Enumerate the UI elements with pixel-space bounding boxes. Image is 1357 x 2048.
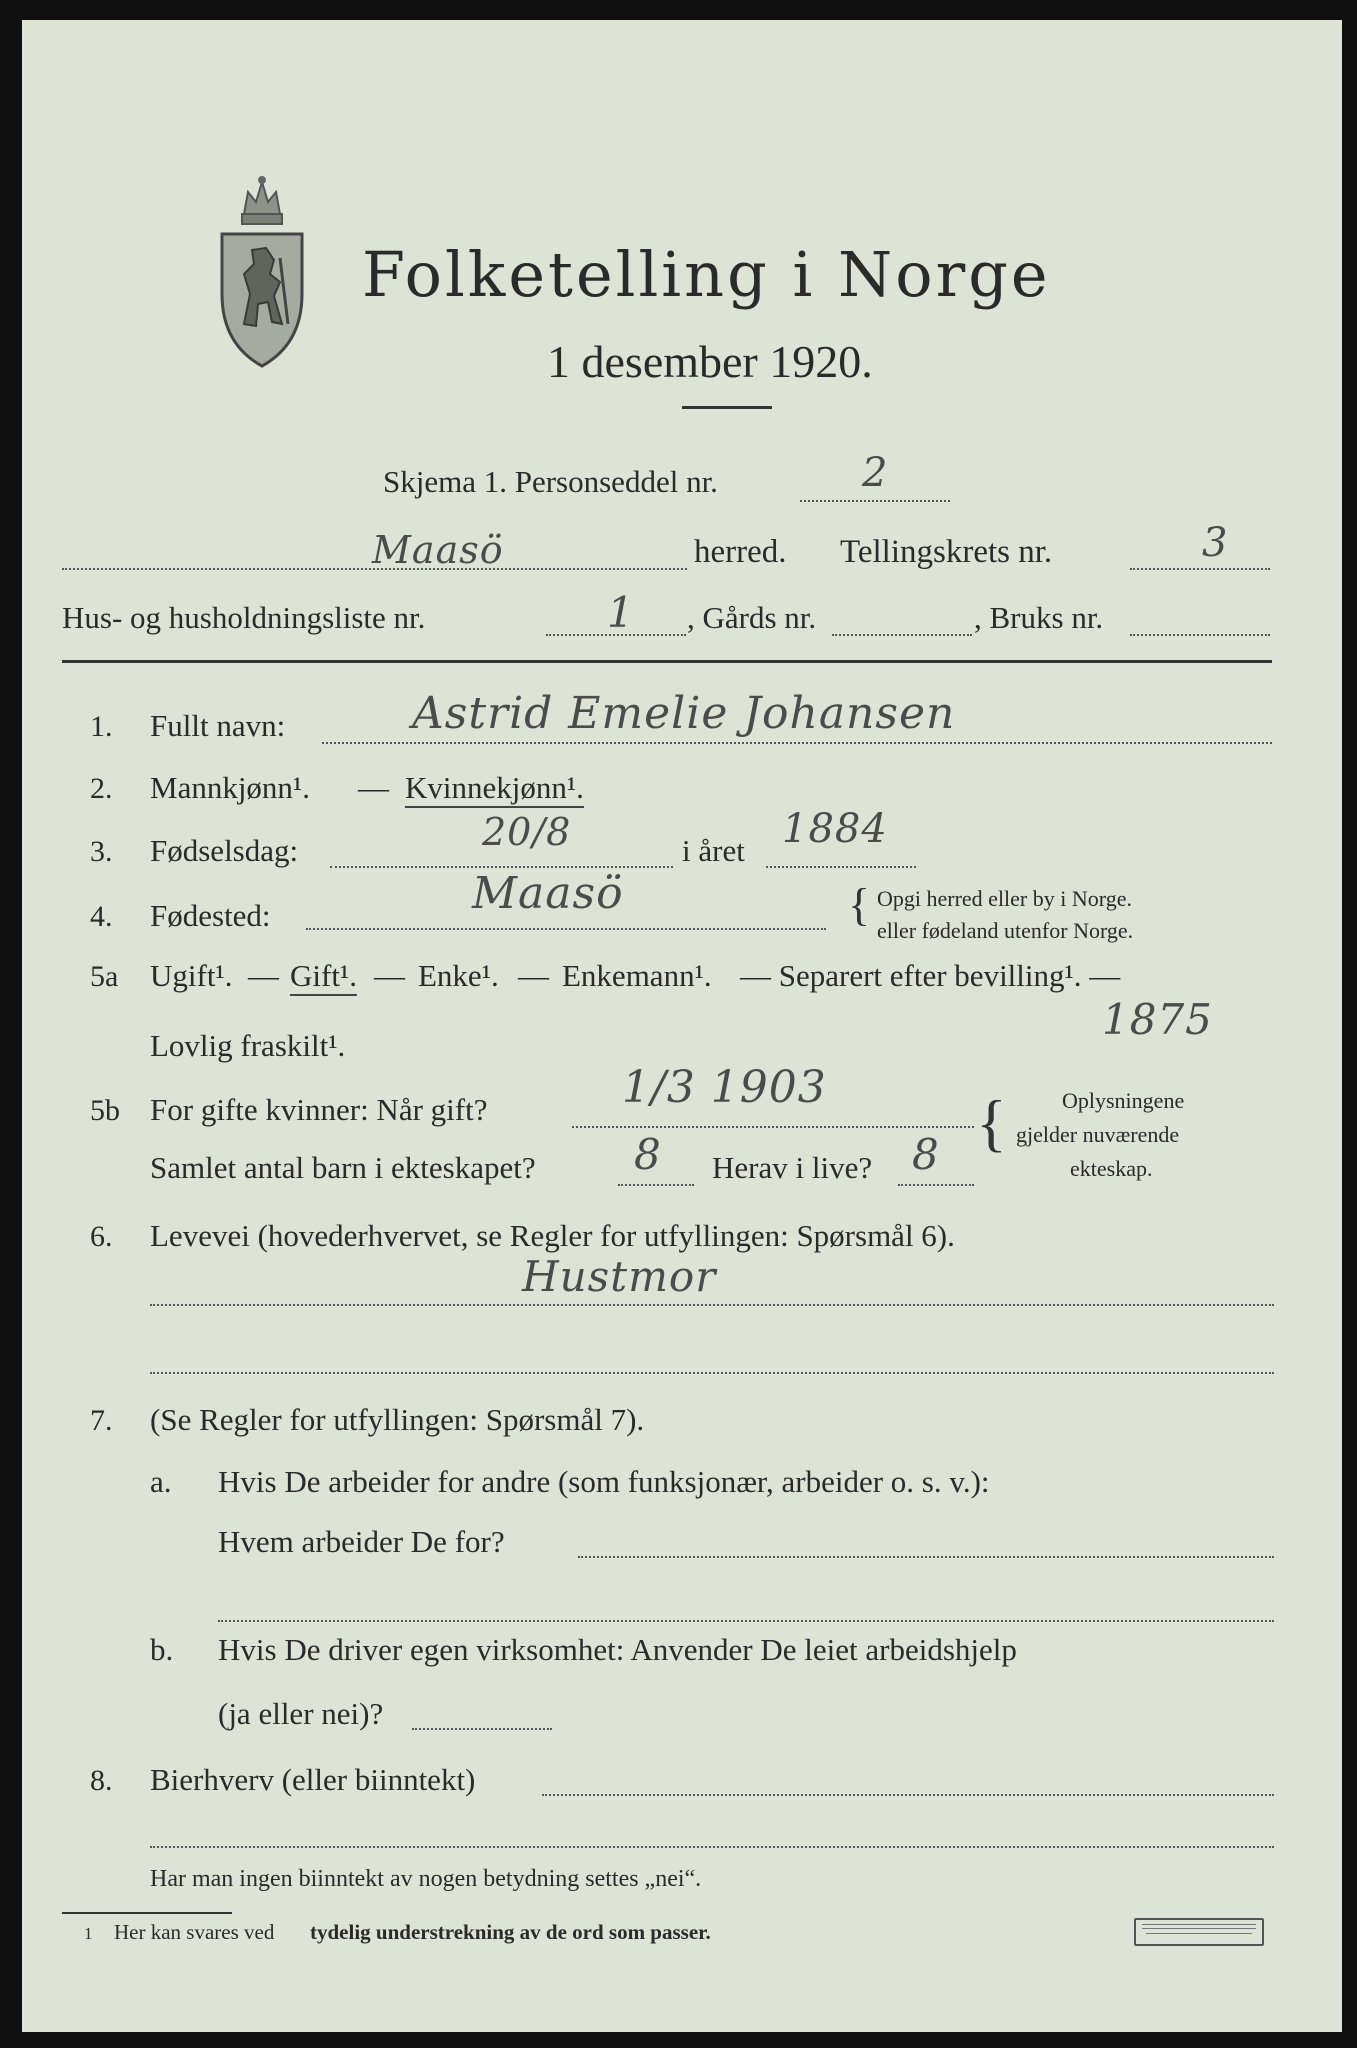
full-name-label: Fullt navn: — [150, 708, 286, 743]
children-label: Samlet antal barn i ekteskapet? — [150, 1150, 536, 1185]
marriage-note-line2: gjelder nuværende — [1016, 1122, 1180, 1147]
husholdningsliste-value: 1 — [607, 588, 635, 637]
living-children-value: 8 — [912, 1130, 940, 1179]
widow-option: Enke¹. — [418, 958, 499, 993]
male-option: Mannkjønn¹. — [150, 770, 310, 805]
year-label: i året — [682, 833, 745, 868]
marriage-note-brace: { — [976, 1087, 1007, 1158]
birthplace-note-line2: eller fødeland utenfor Norge. — [877, 918, 1134, 943]
skjema-label: Skjema 1. Personseddel nr. — [383, 464, 718, 499]
married-date-value: 1/3 1903 — [622, 1062, 827, 1113]
tellingskrets-value: 3 — [1202, 520, 1229, 566]
status-dash-3: — — [518, 958, 549, 993]
q7a-letter: a. — [150, 1464, 172, 1499]
marriage-note-line1: Oplysningene — [1062, 1088, 1185, 1113]
q7b-text: Hvis De driver egen virksomhet: Anvender De leiet arbeidshjelp — [218, 1632, 1017, 1667]
birthplace-label: Fødested: — [150, 898, 271, 933]
marriage-note-line3: ekteskap. — [1070, 1156, 1153, 1181]
q5a-number: 5a — [90, 960, 119, 993]
margin-annotation: 1875 — [1102, 995, 1213, 1044]
married-date-label: For gifte kvinner: Når gift? — [150, 1092, 488, 1127]
birthdate-label: Fødselsdag: — [150, 833, 299, 868]
q2-number: 2. — [90, 772, 113, 805]
living-children-label: Herav i live? — [712, 1150, 873, 1185]
herred-value: Maasö — [372, 528, 504, 572]
q7b-letter: b. — [150, 1632, 174, 1667]
side-income-note: Har man ingen biinntekt av nogen betydning settes „nei“. — [150, 1866, 702, 1892]
gender-separator: — — [358, 770, 389, 805]
q7a-text: Hvis De arbeider for andre (som funksjonær, arbeider o. s. v.): — [218, 1464, 990, 1499]
tellingskrets-label: Tellingskrets nr. — [840, 534, 1053, 570]
employer-label: Hvem arbeider De for? — [218, 1524, 505, 1559]
footnote-prefix: Her kan svares ved — [114, 1920, 275, 1944]
birthdate-value: 20/8 — [482, 810, 572, 854]
note-brace: { — [848, 879, 871, 930]
full-name-value: Astrid Emelie Johansen — [412, 688, 956, 739]
personseddel-nr-value: 2 — [862, 450, 889, 496]
q4-number: 4. — [90, 900, 113, 933]
husholdningsliste-label: Hus- og husholdningsliste nr. — [62, 600, 426, 635]
q6-number: 6. — [90, 1220, 113, 1253]
footnote-mark: 1 — [84, 1924, 93, 1943]
divorced-option: Lovlig fraskilt¹. — [150, 1028, 346, 1063]
birthplace-note-line1: Opgi herred eller by i Norge. — [877, 886, 1132, 911]
q8-number: 8. — [90, 1764, 113, 1797]
bruks-label: , Bruks nr. — [974, 600, 1104, 635]
children-value: 8 — [634, 1130, 662, 1179]
q1-number: 1. — [90, 710, 113, 743]
q7-instruction: (Se Regler for utfyllingen: Spørsmål 7). — [150, 1402, 645, 1437]
census-date: 1 desember 1920. — [547, 336, 873, 387]
herred-label: herred. — [694, 534, 787, 570]
title-divider — [682, 406, 772, 409]
q7-number: 7. — [90, 1404, 113, 1437]
status-dash-2: — — [374, 958, 405, 993]
footnote-divider — [62, 1912, 232, 1914]
widower-option: Enkemann¹. — [562, 958, 712, 993]
separated-option: — Separert efter bevilling¹. — — [740, 958, 1121, 993]
birthplace-value: Maasö — [472, 868, 624, 919]
census-form — [22, 20, 1342, 2032]
birth-year-value: 1884 — [782, 806, 888, 852]
hired-help-label: (ja eller nei)? — [218, 1696, 384, 1731]
form-title: Folketelling i Norge — [362, 238, 1051, 311]
unmarried-option: Ugift¹. — [150, 958, 233, 993]
q3-number: 3. — [90, 835, 113, 868]
side-income-label: Bierhverv (eller biinntekt) — [150, 1762, 476, 1797]
printer-stamp — [1134, 1918, 1264, 1946]
gards-label: , Gårds nr. — [687, 600, 817, 635]
married-option-underlined: Gift¹. — [290, 958, 357, 996]
female-option-underlined: Kvinnekjønn¹. — [405, 770, 584, 808]
header-divider — [62, 660, 1272, 663]
coat-of-arms-emblem — [214, 174, 310, 370]
occupation-value: Hustmor — [522, 1252, 717, 1301]
footnote-emphasis: tydelig understrekning av de ord som passer. — [310, 1920, 711, 1944]
status-dash-1: — — [248, 958, 279, 993]
occupation-label: Levevei (hovederhvervet, se Regler for utfyllingen: Spørsmål 6). — [150, 1218, 955, 1253]
q5b-number: 5b — [90, 1094, 120, 1127]
